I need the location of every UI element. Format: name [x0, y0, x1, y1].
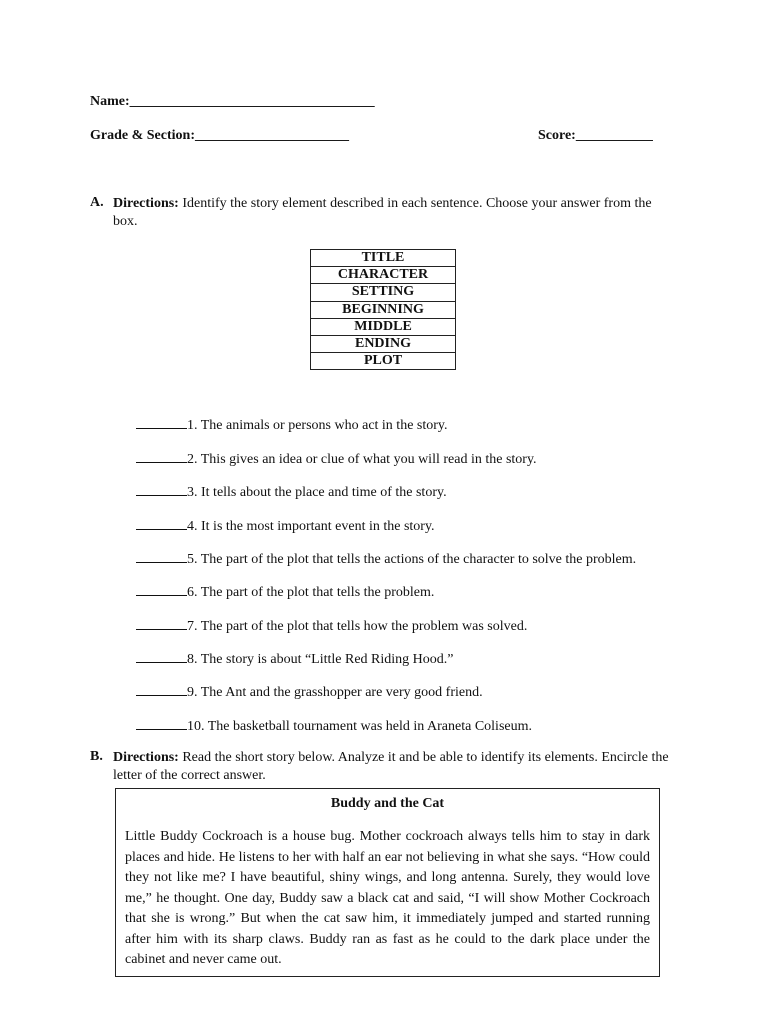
name-label: Name: [90, 94, 130, 109]
section-b-directions-label: Directions: [113, 750, 179, 765]
choice-setting: SETTING [311, 284, 456, 301]
choice-title: TITLE [311, 250, 456, 267]
grade-section-line [90, 128, 349, 144]
section-b-directions-text: Read the short story below. Analyze it and be able to identify its elements. Encircle the letter of the correct answer. [113, 750, 669, 783]
answer-blank[interactable] [136, 482, 187, 496]
section-b-letter: B. [90, 749, 103, 764]
answer-blank[interactable] [136, 649, 187, 663]
score-label: Score: [538, 128, 576, 143]
answer-blank[interactable] [136, 682, 187, 696]
question-item: 3. It tells about the place and time of the story. [136, 482, 447, 501]
question-item: 1. The animals or persons who act in the story. [136, 415, 448, 434]
answer-choices-box [310, 249, 456, 370]
score-blank[interactable]: ___________ [575, 128, 653, 143]
name-line [90, 94, 375, 110]
story-title: Buddy and the Cat [330, 796, 445, 811]
question-item: 9. The Ant and the grasshopper are very good friend. [136, 682, 483, 701]
question-item: 10. The basketball tournament was held in Araneta Coliseum. [136, 716, 532, 735]
answer-blank[interactable] [136, 616, 187, 630]
answer-blank[interactable] [136, 582, 187, 596]
section-b-directions [113, 749, 678, 785]
section-a-directions-text: Identify the story element described in each sentence. Choose your answer from the box. [113, 196, 652, 229]
choice-ending: ENDING [311, 335, 456, 352]
question-item: 5. The part of the plot that tells the actions of the character to solve the problem. [136, 549, 636, 568]
answer-blank[interactable] [136, 449, 187, 463]
question-item: 8. The story is about “Little Red Riding Hood.” [136, 649, 454, 668]
choice-character: CHARACTER [311, 267, 456, 284]
choice-beginning: BEGINNING [311, 301, 456, 318]
grade-section-blank[interactable]: ______________________ [194, 128, 349, 143]
section-a-directions-label: Directions: [113, 196, 179, 211]
answer-blank[interactable] [136, 716, 187, 730]
answer-blank[interactable] [136, 516, 187, 530]
question-item: 2. This gives an idea or clue of what you will read in the story. [136, 449, 537, 468]
section-a-letter: A. [90, 195, 104, 210]
answer-blank[interactable] [136, 415, 187, 429]
story-text: Little Buddy Cockroach is a house bug. Mother cockroach always tells him to stay in dark places and hide. He listens to her with half an ear not believing in what she says. “How could they not like me? I have beautiful, shiny wings, and long antenna. Surely, they would love me,” he thought. One day, Buddy saw a black cat and said, “I will show Mother Cockroach that she is wrong.” But when the cat saw him, it immediately jumped and started running after him with its sharp claws. Buddy ran as fast as he could to the dark place under the cabinet and never came out. [125, 829, 650, 967]
name-blank[interactable]: ___________________________________ [129, 94, 375, 109]
section-a-directions [113, 195, 678, 231]
question-item: 4. It is the most important event in the story. [136, 516, 435, 535]
choice-plot: PLOT [311, 353, 456, 370]
grade-section-label: Grade & Section: [90, 128, 195, 143]
story-box [115, 788, 660, 977]
question-item: 7. The part of the plot that tells how the problem was solved. [136, 616, 527, 635]
score-line [538, 128, 653, 144]
question-item: 6. The part of the plot that tells the problem. [136, 582, 434, 601]
answer-blank[interactable] [136, 549, 187, 563]
choice-middle: MIDDLE [311, 318, 456, 335]
